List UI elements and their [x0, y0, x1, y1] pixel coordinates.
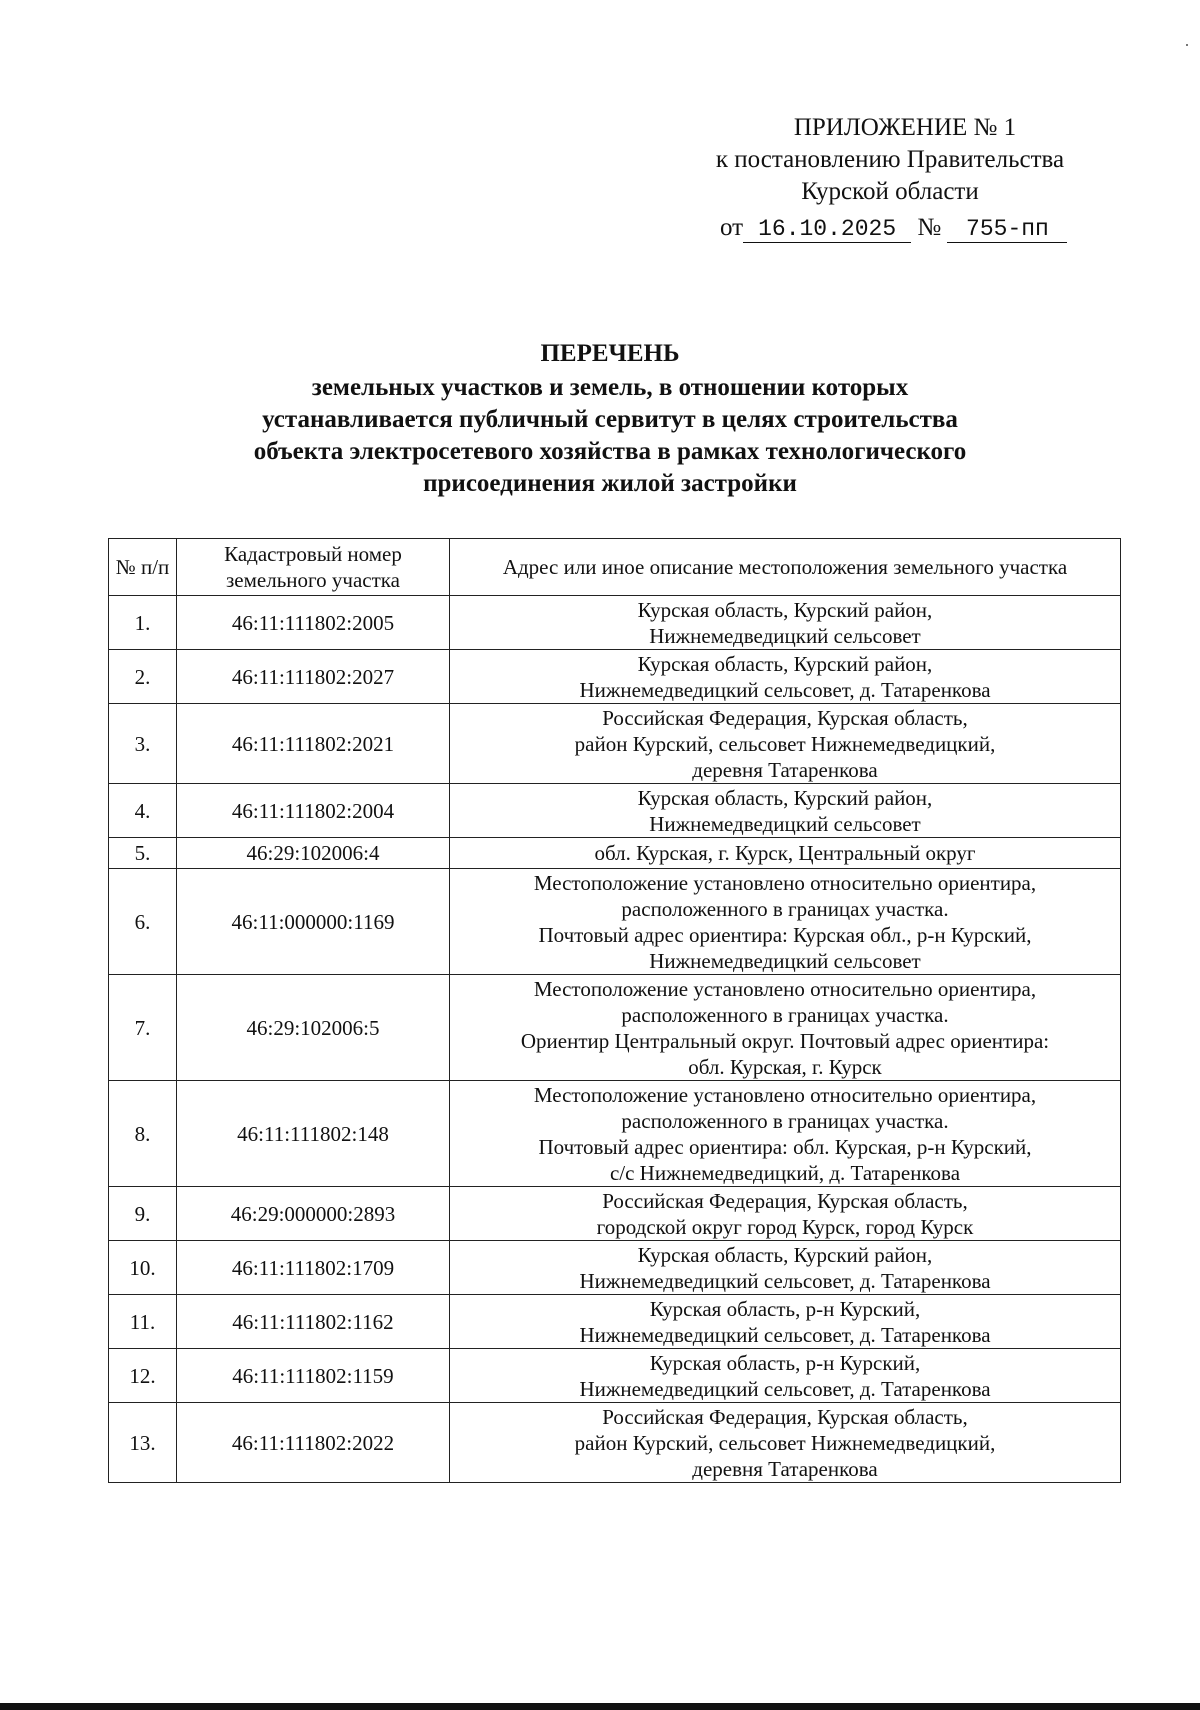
cell-address: Российская Федерация, Курская область, район Курский, сельсовет Нижнемедведицкий, деревня Татаренкова	[450, 1403, 1121, 1483]
table-row	[109, 704, 1121, 784]
cell-cadastral-number: 46:29:102006:5	[177, 975, 450, 1081]
table-row	[109, 1081, 1121, 1187]
cell-cadastral-number: 46:11:000000:1169	[177, 869, 450, 975]
parcels-table	[108, 538, 1121, 1483]
appendix-block	[640, 112, 1140, 244]
cell-cadastral-number: 46:11:111802:1162	[177, 1295, 450, 1349]
cell-number: 13.	[109, 1403, 177, 1483]
cell-number: 1.	[109, 596, 177, 650]
decree-date-number	[640, 212, 1140, 244]
cell-address: Местоположение установлено относительно ориентира, расположенного в границах участка. Почтовый адрес ориентира: обл. Курская, р-н Курский, с/с Нижнемедведицкий, д. Татаренкова	[450, 1081, 1121, 1187]
header-number: № п/п	[109, 539, 177, 596]
table-row	[109, 838, 1121, 869]
cell-number: 6.	[109, 869, 177, 975]
decree-number: 755-пп	[947, 216, 1067, 243]
cell-number: 9.	[109, 1187, 177, 1241]
cell-address: Курская область, Курский район, Нижнемедведицкий сельсовет, д. Татаренкова	[450, 650, 1121, 704]
document-subtitle-line: устанавливается публичный сервитут в целях строительства	[262, 406, 958, 433]
cell-cadastral-number: 46:11:111802:2005	[177, 596, 450, 650]
appendix-line-1: к постановлению Правительства	[715, 146, 1065, 173]
table-row	[109, 1403, 1121, 1483]
table-row	[109, 1187, 1121, 1241]
table-row	[109, 1295, 1121, 1349]
cell-number: 2.	[109, 650, 177, 704]
table-row	[109, 650, 1121, 704]
document-title-block	[100, 338, 1120, 500]
table-row	[109, 1241, 1121, 1295]
cell-cadastral-number: 46:11:111802:2021	[177, 704, 450, 784]
table-row	[109, 869, 1121, 975]
page-bottom-edge	[0, 1703, 1200, 1710]
cell-address: Курская область, р-н Курский, Нижнемедведицкий сельсовет, д. Татаренкова	[450, 1349, 1121, 1403]
cell-address: обл. Курская, г. Курск, Центральный округ	[450, 838, 1121, 869]
cell-cadastral-number: 46:11:111802:2022	[177, 1403, 450, 1483]
cell-address: Российская Федерация, Курская область, район Курский, сельсовет Нижнемедведицкий, деревня Татаренкова	[450, 704, 1121, 784]
cell-number: 3.	[109, 704, 177, 784]
header-cadastral: Кадастровый номер земельного участка	[177, 539, 450, 596]
cell-address: Курская область, Курский район, Нижнемедведицкий сельсовет, д. Татаренкова	[450, 1241, 1121, 1295]
scan-speck	[1186, 44, 1188, 46]
decree-date: 16.10.2025	[743, 216, 911, 243]
cell-address: Местоположение установлено относительно ориентира, расположенного в границах участка. Ориентир Центральный округ. Почтовый адрес ориентира: обл. Курская, г. Курск	[450, 975, 1121, 1081]
table-row	[109, 975, 1121, 1081]
cell-number: 4.	[109, 784, 177, 838]
document-subtitle-line: земельных участков и земель, в отношении которых	[311, 374, 909, 401]
table-row	[109, 784, 1121, 838]
document-subtitle-line: присоединения жилой застройки	[423, 470, 797, 497]
cell-number: 10.	[109, 1241, 177, 1295]
cell-cadastral-number: 46:11:111802:2004	[177, 784, 450, 838]
cell-cadastral-number: 46:11:111802:2027	[177, 650, 450, 704]
cell-number: 8.	[109, 1081, 177, 1187]
cell-number: 7.	[109, 975, 177, 1081]
cell-address: Курская область, р-н Курский, Нижнемедведицкий сельсовет, д. Татаренкова	[450, 1295, 1121, 1349]
date-prefix: от	[720, 214, 744, 241]
cell-address: Местоположение установлено относительно ориентира, расположенного в границах участка. Почтовый адрес ориентира: Курская обл., р-н Курский, Нижнемедведицкий сельсовет	[450, 869, 1121, 975]
cell-address: Российская Федерация, Курская область, городской округ город Курск, город Курск	[450, 1187, 1121, 1241]
table-header-row	[109, 539, 1121, 596]
number-prefix: №	[917, 214, 942, 241]
table-row	[109, 596, 1121, 650]
cell-address: Курская область, Курский район, Нижнемедведицкий сельсовет	[450, 596, 1121, 650]
cell-cadastral-number: 46:11:111802:148	[177, 1081, 450, 1187]
appendix-title: ПРИЛОЖЕНИЕ № 1	[793, 114, 1017, 141]
cell-number: 11.	[109, 1295, 177, 1349]
appendix-line-2: Курской области	[801, 178, 979, 205]
cell-cadastral-number: 46:11:111802:1159	[177, 1349, 450, 1403]
table-row	[109, 1349, 1121, 1403]
document-subtitle-line: объекта электросетевого хозяйства в рамках технологического	[253, 438, 967, 465]
cell-cadastral-number: 46:11:111802:1709	[177, 1241, 450, 1295]
cell-number: 5.	[109, 838, 177, 869]
header-address: Адрес или иное описание местоположения земельного участка	[450, 539, 1121, 596]
cell-cadastral-number: 46:29:000000:2893	[177, 1187, 450, 1241]
cell-number: 12.	[109, 1349, 177, 1403]
document-title: ПЕРЕЧЕНЬ	[540, 340, 680, 367]
cell-cadastral-number: 46:29:102006:4	[177, 838, 450, 869]
cell-address: Курская область, Курский район, Нижнемедведицкий сельсовет	[450, 784, 1121, 838]
